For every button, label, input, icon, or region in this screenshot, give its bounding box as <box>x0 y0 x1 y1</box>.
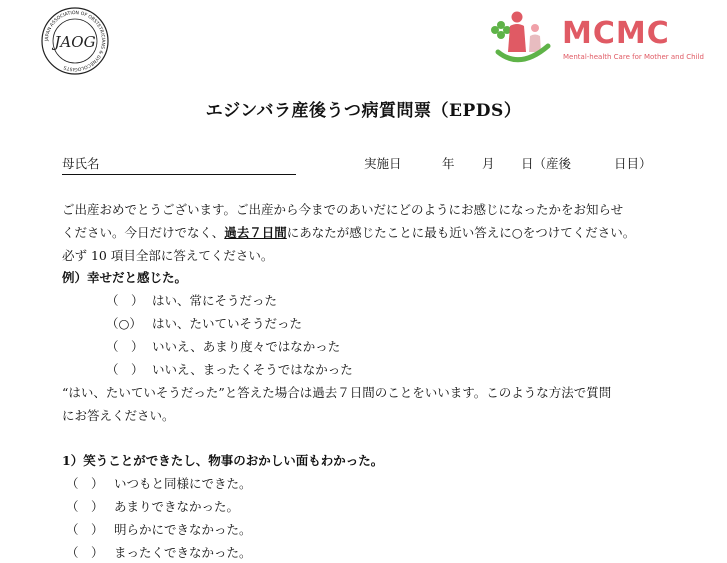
example-option-mark[interactable]: （ ） <box>106 293 144 308</box>
seal-ring-text: JAPAN ASSOCIATION OF OBSTETRICIANS & GYNECOLOGISTS <box>44 10 106 72</box>
example-option-text: いいえ、まったくそうではなかった <box>152 362 353 377</box>
date-label: 実施日 <box>364 156 402 171</box>
intro-line-3: 必ず 10 項目全部に答えてください。 <box>62 248 274 263</box>
day-postpartum-label: 日（産後 <box>521 156 572 171</box>
example-option-mark[interactable]: （○） <box>106 316 142 331</box>
days-after-label: 日目） <box>614 156 652 171</box>
q1-option-text: いつもと同様にできた。 <box>114 476 252 491</box>
example-option-text: はい、常にそうだった <box>152 293 278 308</box>
mcmc-logo <box>486 8 704 72</box>
example-note-2: にお答えください。 <box>62 408 175 423</box>
question-1-heading: 1）笑うことができたし、物事のおかしい面もわかった。 <box>62 453 384 468</box>
seal-monogram: JAOG <box>54 33 96 51</box>
q1-option-text: 明らかにできなかった。 <box>114 522 252 537</box>
mother-child-icon <box>486 8 562 72</box>
intro-line-2 <box>62 223 635 241</box>
logo-wordmark: MCMC <box>562 16 670 51</box>
example-option-mark[interactable]: （ ） <box>106 362 144 377</box>
example-note-1: “はい、たいていそうだった”と答えた場合は過去７日間のことをいいます。このような方法で質問 <box>62 385 612 400</box>
mother-name-field[interactable] <box>62 154 296 175</box>
example-heading: 例）幸せだと感じた。 <box>62 270 188 285</box>
past-seven-days-emphasis: 過去７日間 <box>224 225 287 240</box>
intro-line-1: ご出産おめでとうございます。ご出産から今までのあいだにどのようにお感じになったかをお知らせ <box>62 202 624 217</box>
document-title: エジンバラ産後うつ病質問票（EPDS） <box>205 101 522 121</box>
mother-name-label: 母氏名 <box>62 156 100 171</box>
q1-option-mark[interactable]: （ ） <box>66 522 104 537</box>
q1-option-mark[interactable]: （ ） <box>66 476 104 491</box>
intro-line-2-pre: ください。今日だけでなく、 <box>62 225 225 240</box>
jaog-seal-logo <box>40 6 110 76</box>
q1-option-mark[interactable]: （ ） <box>66 499 104 514</box>
q1-option-text: あまりできなかった。 <box>114 499 240 514</box>
intro-line-2-post: にあなたが感じたことに最も近い答えに○をつけてください。 <box>286 225 636 240</box>
example-option-mark[interactable]: （ ） <box>106 339 144 354</box>
example-option-text: いいえ、あまり度々ではなかった <box>152 339 341 354</box>
example-option-text: はい、たいていそうだった <box>152 316 303 331</box>
month-label: 月 <box>482 156 495 171</box>
logo-tagline: Mental-health Care for Mother and Child <box>563 53 704 61</box>
year-label: 年 <box>442 156 455 171</box>
q1-option-text: まったくできなかった。 <box>114 545 252 560</box>
q1-option-mark[interactable]: （ ） <box>66 545 104 560</box>
